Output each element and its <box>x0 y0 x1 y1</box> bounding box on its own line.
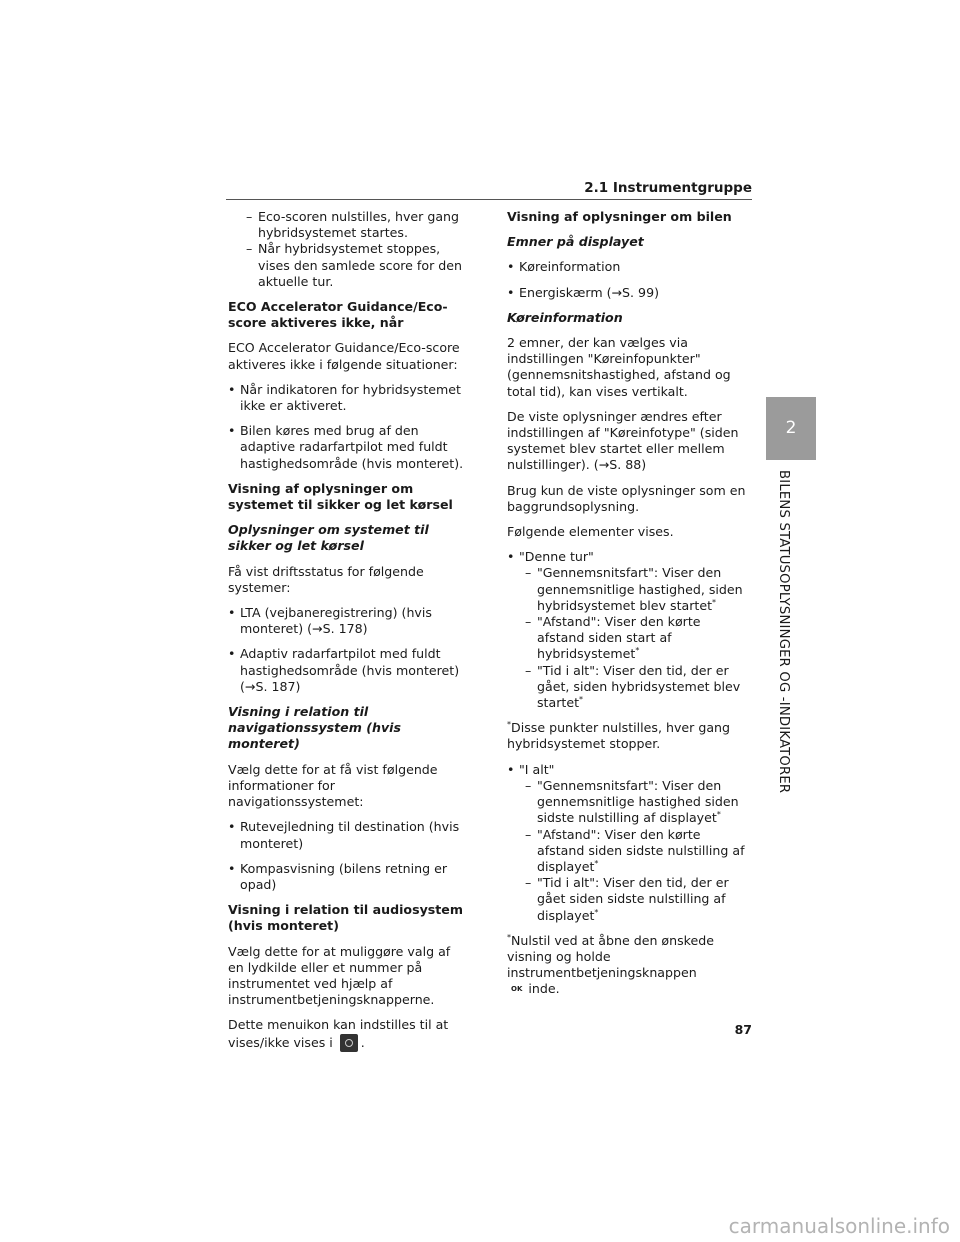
item-text: "Tid i alt": Viser den tid, der er gået, siden hybridsystemet blev startet <box>537 662 741 711</box>
paragraph: ECO Accelerator Guidance/Eco-score aktiveres ikke i følgende situationer: <box>228 340 460 372</box>
chapter-title: BILENS STATUSOPLYSNINGER OG -INDIKATORER <box>776 470 791 794</box>
list-item <box>525 875 747 924</box>
paragraph: Følgende elementer vises. <box>507 524 674 540</box>
list-item: • Energiskærm (→S. 99) <box>507 285 747 301</box>
subheading-safety-info: Oplysninger om systemet til sikker og let kørsel <box>228 522 429 554</box>
item-text: "Gennemsnitsfart": Viser den gennemsnitlige hastighed, siden hybridsystemet blev startet <box>537 565 743 613</box>
list-item: – Eco-scoren nulstilles, hver gang hybridsystemet startes. <box>246 209 468 241</box>
list-item <box>525 565 747 614</box>
list-item: • LTA (vejbaneregistrering) (hvis monteret) (→S. 178) <box>228 605 468 637</box>
period: . <box>360 1034 365 1050</box>
subheading-navigation: Visning i relation til navigationssystem (hvis monteret) <box>228 704 401 752</box>
list-item: • "I alt" <box>507 762 747 778</box>
footnote-star: * <box>594 907 599 917</box>
page-number: 87 <box>734 1022 752 1037</box>
ok-button-icon: OK <box>511 985 523 994</box>
paragraph: Vælg dette for at muliggøre valg af en lydkilde eller et nummer på instrumentet ved hjælp af instrumentbetjeningsknapperne. <box>228 943 451 1008</box>
footnote <box>507 933 747 998</box>
list-item: • Køreinformation <box>507 259 747 275</box>
list-item: • Kompasvisning (bilens retning er opad) <box>228 861 468 893</box>
item-text: "Afstand": Viser den kørte afstand siden start af hybridsystemet <box>537 614 701 662</box>
footer-watermark: carmanualsonline.info <box>728 1214 950 1238</box>
list-item: – Når hybridsystemet stoppes, vises den samlede score for den aktuelle tur. <box>246 241 468 290</box>
paragraph: 2 emner, der kan vælges via indstillingen "Køreinfopunkter" (gennemsnitshastighed, afstand og total tid), kan vises vertikalt. <box>507 335 731 399</box>
right-column <box>507 209 747 1007</box>
list-item: • "Denne tur" <box>507 549 747 565</box>
header-rule <box>226 199 752 200</box>
heading-eco-inactive: ECO Accelerator Guidance/Eco-score aktiveres ikke, når <box>228 299 448 331</box>
paragraph: Vælg dette for at få vist følgende informationer for navigationssystemet: <box>228 761 438 810</box>
footnote-text: Disse punkter nulstilles, hver gang hybridsystemet stopper. <box>507 720 731 752</box>
footnote-star: * <box>579 694 584 704</box>
paragraph: De viste oplysninger ændres efter indstillingen af "Køreinfotype" (siden systemet blev startet eller mellem nulstillinger). (→S. 88) <box>507 408 739 473</box>
paragraph: Få vist driftsstatus for følgende systemer: <box>228 563 424 595</box>
footnote-text: Nulstil ved at åbne den ønskede visning og holde instrumentbetjeningsknappen <box>507 932 715 981</box>
heading-safety-system: Visning af oplysninger om systemet til sikker og let kørsel <box>228 480 453 513</box>
left-dash-list <box>246 209 468 290</box>
subheading-drive-info: Køreinformation <box>507 309 623 325</box>
sub-list-this-trip <box>525 565 747 711</box>
list-item: • Rutevejledning til destination (hvis monteret) <box>228 819 468 851</box>
list-item: • Bilen køres med brug af den adaptive radarfartpilot med fuldt hastighedsområde (hvis monteret). <box>228 423 468 472</box>
footnote-text-end: inde. <box>528 981 560 997</box>
footnote-star: * <box>594 858 599 868</box>
footnote-star: * <box>635 646 640 656</box>
list-item: • Når indikatoren for hybridsystemet ikke er aktiveret. <box>228 382 468 414</box>
list-item: • Adaptiv radarfartpilot med fuldt hastighedsområde (hvis monteret) (→S. 187) <box>228 646 468 695</box>
paragraph: Brug kun de viste oplysninger som en baggrundsoplysning. <box>507 482 746 514</box>
footnote-star: * <box>507 720 511 730</box>
footnote-star: * <box>712 597 717 607</box>
heading-audio: Visning i relation til audiosystem (hvis monteret) <box>228 902 463 934</box>
settings-gear-icon <box>340 1034 358 1052</box>
footnote-star: * <box>507 932 511 942</box>
list-item <box>525 663 747 712</box>
sub-list-total <box>525 778 747 924</box>
paragraph-menu-icon <box>228 1017 468 1051</box>
footnote <box>507 720 747 752</box>
footnote-star: * <box>716 810 721 820</box>
list-item <box>525 827 747 876</box>
item-text: "Tid i alt": Viser den tid, der er gået siden sidste nulstilling af displayet <box>537 875 729 923</box>
section-header: 2.1 Instrumentgruppe <box>584 180 752 196</box>
subheading-display-items: Emner på displayet <box>507 234 644 250</box>
item-text: "Gennemsnitsfart": Viser den gennemsnitlige hastighed siden sidste nulstilling af displayet <box>537 777 739 826</box>
left-column <box>228 209 468 1061</box>
paragraph-text: Dette menuikon kan indstilles til at vises/ikke vises i <box>228 1017 449 1050</box>
item-text: "Afstand": Viser den kørte afstand siden sidste nulstilling af displayet <box>537 826 745 874</box>
heading-vehicle-info: Visning af oplysninger om bilen <box>507 209 732 224</box>
list-item <box>525 778 747 827</box>
list-item <box>525 614 747 663</box>
chapter-tab: 2 <box>766 397 816 460</box>
